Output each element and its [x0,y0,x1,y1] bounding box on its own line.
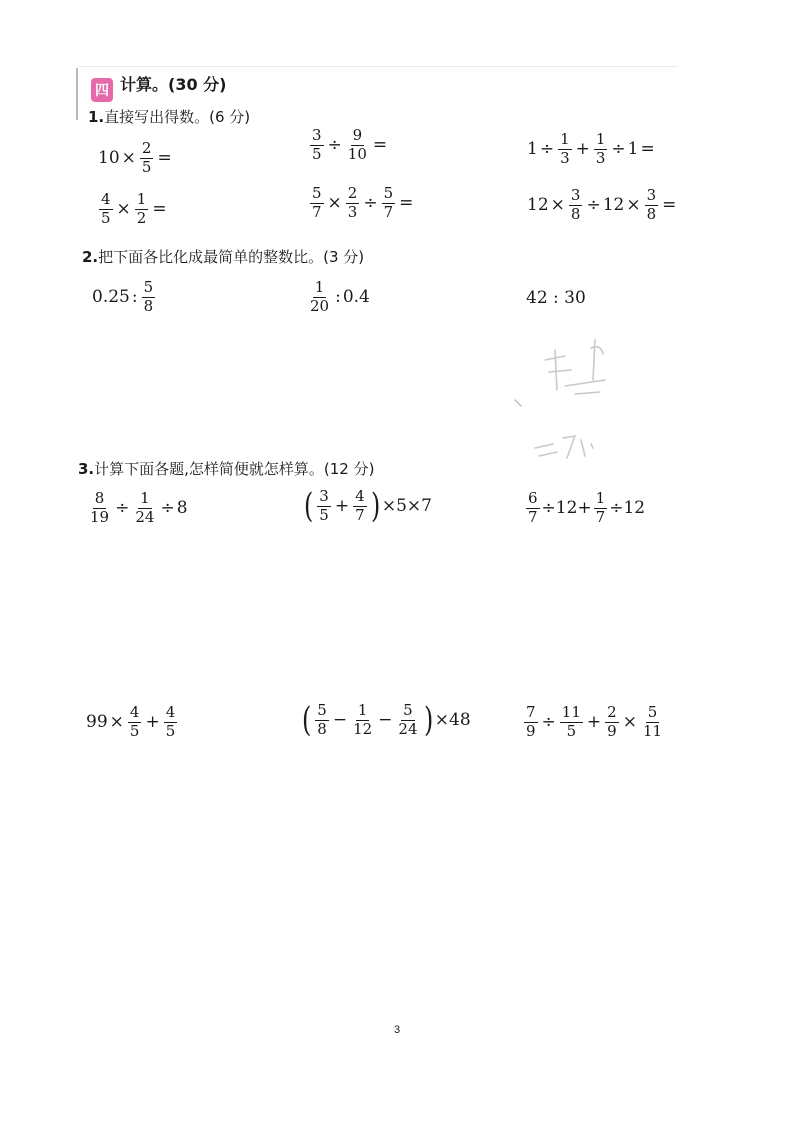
fraction: $\frac{11}{5}$ [561,703,581,740]
question-3-title [78,458,374,479]
expression-1-4: $\frac{4}{5}$ × $\frac{1}{2}$ = [101,190,167,227]
fraction: $\frac{2}{3}$ [347,184,358,221]
section-badge: 四 [91,78,113,102]
handwritten-scribble [505,320,615,470]
fraction: $\frac{6}{7}$ [528,489,538,526]
expression-1-3: 1 ÷ $\frac{1}{3}$ + $\frac{1}{3}$ ÷ 1 = [527,130,655,167]
expression-2-1: 0.25 : $\frac{5}{8}$ [92,278,154,315]
scan-top-edge [78,66,678,67]
expression-1-2: $\frac{3}{5}$ ÷ $\frac{9}{10}$ = [312,126,388,163]
fraction: $\frac{3}{5}$ [319,487,329,524]
section-title: 计算。(30 分) [120,75,227,94]
question-number: 3. [78,460,95,478]
fraction: $\frac{5}{24}$ [398,701,418,738]
expression-3-1: $\frac{8}{19}$ ÷ $\frac{1}{24}$ ÷ 8 [90,489,188,526]
expression-2-2: $\frac{1}{20}$ : 0.4 [310,278,370,315]
fraction: $\frac{1}{24}$ [135,489,155,526]
fraction: $\frac{3}{5}$ [312,126,322,163]
fraction: $\frac{5}{8}$ [143,278,154,315]
fraction: $\frac{4}{5}$ [129,703,140,740]
question-text: 计算下面各题,怎样简便就怎样算。(12 分) [94,460,375,478]
fraction: $\frac{1}{20}$ [310,278,330,315]
fraction: $\frac{5}{7}$ [383,184,394,221]
expression-1-6: 12 × $\frac{3}{8}$ ÷ 12 × $\frac{3}{8}$ = [527,186,677,223]
fraction: $\frac{4}{7}$ [355,487,365,524]
fraction: $\frac{5}{7}$ [312,184,322,221]
question-text: 直接写出得数。(6 分) [104,108,251,126]
expression-3-3: $\frac{6}{7}$ ÷12+ $\frac{1}{7}$ ÷12 [528,489,646,526]
expression-3-5: ( $\frac{5}{8}$ − $\frac{1}{12}$ − $\frac{5}{24}$ ) ×48 [301,700,471,741]
fraction: $\frac{5}{8}$ [317,701,327,738]
fraction: $\frac{1}{12}$ [353,701,373,738]
fraction: $\frac{7}{9}$ [526,703,536,740]
fraction: $\frac{1}{3}$ [560,130,570,167]
expression-1-5: $\frac{5}{7}$ × $\frac{2}{3}$ ÷ $\frac{5}{7}$ = [312,184,414,221]
expression-3-6: $\frac{7}{9}$ ÷ $\frac{11}{5}$ + $\frac{2}{9}$ × $\frac{5}{11}$ [526,703,663,740]
fraction: $\frac{4}{5}$ [101,190,111,227]
question-text: 把下面各比化成最简单的整数比。(3 分) [98,248,365,266]
page-number: 3 [393,1024,401,1036]
scan-left-edge [76,68,78,120]
fraction: $\frac{9}{10}$ [347,126,367,163]
expression-1-1: 10 × $\frac{2}{5}$ = [98,139,172,176]
fraction: $\frac{3}{8}$ [646,186,657,223]
expression-3-2: ( $\frac{3}{5}$ + $\frac{4}{7}$ ) ×5×7 [303,486,432,527]
question-number: 1. [88,108,105,126]
fraction: $\frac{1}{3}$ [595,130,606,167]
fraction: $\frac{2}{9}$ [607,703,617,740]
question-2-title [82,246,364,267]
fraction: $\frac{2}{5}$ [141,139,152,176]
fraction: $\frac{5}{11}$ [642,703,663,740]
expression-2-3: 42 : 30 [526,288,586,308]
fraction: $\frac{1}{7}$ [595,489,606,526]
fraction: $\frac{3}{8}$ [570,186,581,223]
question-1-title [88,106,250,127]
question-number: 2. [82,248,99,266]
fraction: $\frac{8}{19}$ [90,489,110,526]
fraction: $\frac{4}{5}$ [165,703,176,740]
fraction: $\frac{1}{2}$ [136,190,147,227]
expression-3-4: 99 × $\frac{4}{5}$ + $\frac{4}{5}$ [86,703,176,740]
